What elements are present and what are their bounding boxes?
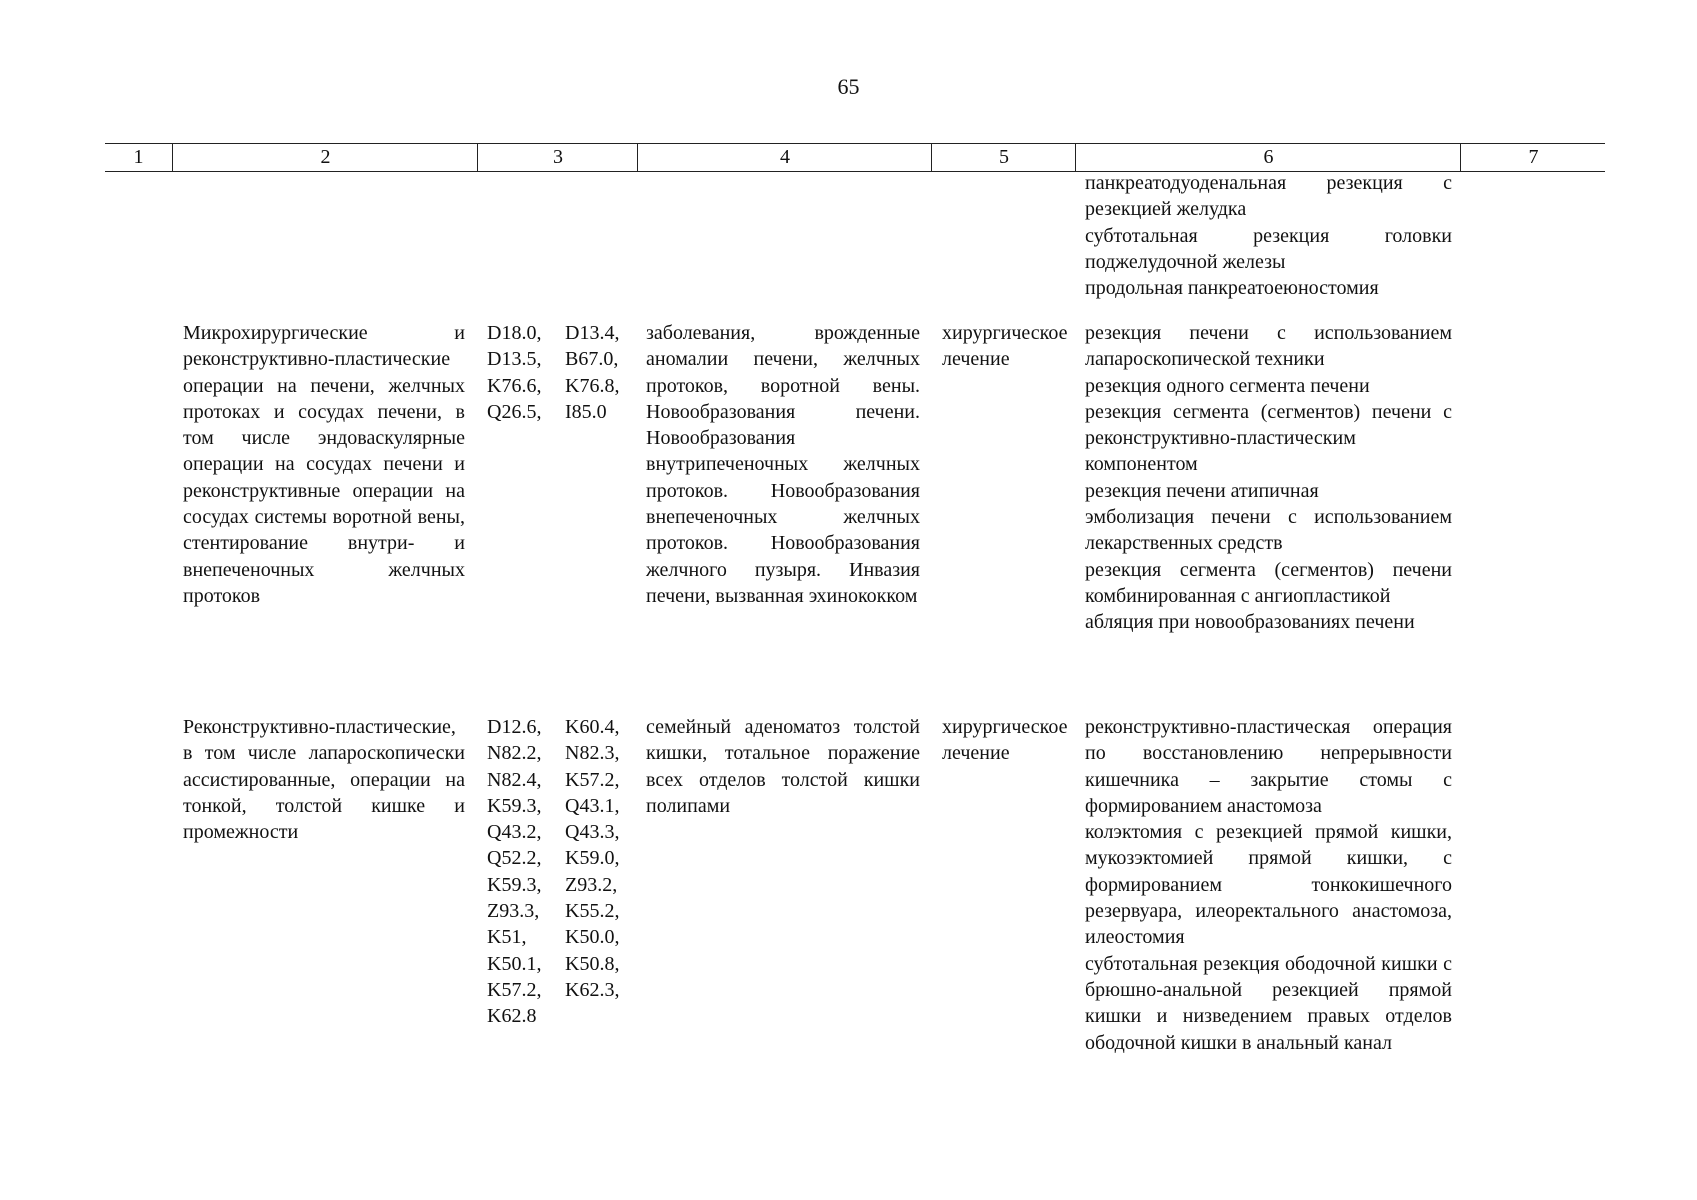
header-col-2: 2 [172,144,478,171]
row-2-name-cell: Реконструктивно-пластические, в том числе лапароскопически ассистированные, операции на тонкой, толстой кишке и промежности [183,716,465,844]
row-2-codes-cell [487,714,627,1030]
row-2-methods-cell [1085,714,1452,1056]
icd-code: I85.0 [565,400,607,423]
icd-code: Q43.2, [487,821,542,844]
icd-code: K76.8, [565,374,620,397]
icd-code: K76.6, [487,374,542,397]
icd-code: K59.3, [487,873,542,896]
row-1-model-cell: заболевания, врожденные аномалии печени, желчных протоков, воротной вены. Новообразования печени. Новообразования внутрипеченочных желчных протоков. Новообразования внепеченочных желчных протоков. Новообразования желчного пузыря. Инвазия печени, вызванная эхинококком [646,322,920,607]
header-col-6: 6 [1075,144,1461,171]
row-2-model-cell: семейный аденоматоз толстой кишки, тотальное поражение всех отделов толстой кишки полипами [646,716,920,817]
method-item: реконструктивно-пластическая операция по восстановлению непрерывности кишечника – закрытие стомы с формированием анастомоза [1085,716,1452,817]
icd-code: Q52.2, [487,847,542,870]
header-col-3: 3 [477,144,638,171]
icd-code: D12.6, [487,716,542,738]
icd-code: Q43.1, [565,794,620,817]
icd-code: N82.4, [487,768,542,791]
icd-code: N82.2, [487,742,542,765]
icd-code: Q26.5, [487,400,542,423]
row-1-codes-cell [487,320,627,425]
table-header-row [105,143,1605,172]
icd-code: K60.4, [565,716,620,738]
header-col-5: 5 [931,144,1076,171]
method-item: субтотальная резекция головки поджелудочной железы [1085,224,1452,273]
header-col-4: 4 [637,144,932,171]
icd-code: K59.0, [565,847,620,870]
continuation-methods-cell [1085,170,1452,301]
icd-code: D13.4, [565,322,620,344]
row-1-methods-cell [1085,320,1452,636]
icd-code: N82.3, [565,742,620,765]
icd-code: K62.8 [487,1005,537,1028]
icd-code: K59.3, [487,794,542,817]
method-item: резекция одного сегмента печени [1085,374,1370,397]
row-2-treatment-cell: хирургическое лечение [942,716,1068,765]
method-item: эмболизация печени с использованием лекарственных средств [1085,506,1452,555]
method-item: резекция сегмента (сегментов) печени комбинированная с ангиопластикой [1085,558,1452,607]
icd-code: K50.0, [565,926,620,949]
method-item: колэктомия с резекцией прямой кишки, мукозэктомией прямой кишки, с формированием тонкокишечного резервуара, илеоректального анастомоза, илеостомия [1085,821,1452,949]
method-item: продольная панкреатоеюностомия [1085,277,1379,300]
method-item: субтотальная резекция ободочной кишки с брюшно-анальной резекцией прямой кишки и низведением правых отделов ободочной кишки в анальный канал [1085,952,1452,1054]
method-item: панкреатодуоденальная резекция с резекцией желудка [1085,172,1452,221]
header-col-7: 7 [1460,144,1606,171]
icd-code: K50.8, [565,952,620,975]
row-1-name-cell: Микрохирургические и реконструктивно-пластические операции на печени, желчных протоках и сосудах печени, в том числе эндоваскулярные операции на сосудах печени и реконструктивные операции на сосудах системы воротной вены, стентирование внутри- и внепеченочных желчных протоков [183,322,465,607]
page-number: 65 [837,74,860,99]
method-item: резекция печени с использованием лапароскопической техники [1085,322,1452,371]
icd-code: B67.0, [565,348,619,371]
icd-code: Z93.2, [565,873,618,896]
method-item: абляция при новообразованиях печени [1085,611,1415,634]
row-1-treatment-cell: хирургическое лечение [942,322,1068,371]
icd-code: K62.3, [565,978,620,1001]
icd-code: K57.2, [565,768,620,791]
method-item: резекция печени атипичная [1085,479,1319,502]
icd-code: D13.5, [487,348,542,371]
icd-code: K57.2, [487,978,542,1001]
icd-code: D18.0, [487,322,542,344]
icd-code: K51, [487,926,527,949]
header-col-1: 1 [133,146,144,168]
method-item: резекция сегмента (сегментов) печени с реконструктивно-пластическим компонентом [1085,400,1452,476]
icd-code: Q43.3, [565,821,620,844]
icd-code: K50.1, [487,952,542,975]
icd-code: K55.2, [565,900,620,923]
icd-code: Z93.3, [487,900,540,923]
